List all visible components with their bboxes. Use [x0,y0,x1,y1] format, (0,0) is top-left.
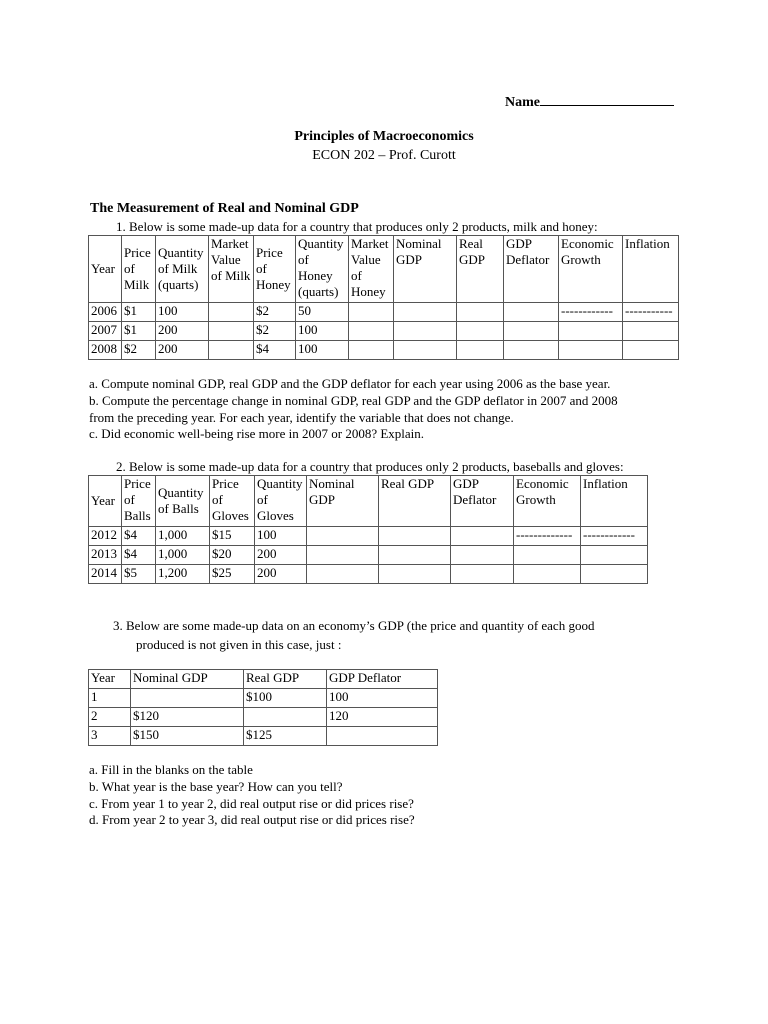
table-cell: 1,000 [156,546,210,565]
answer-cell[interactable] [394,341,457,360]
table-cell: $4 [254,341,296,360]
answer-cell[interactable] [307,565,379,584]
table-cell: ------------ [581,527,648,546]
table-cell: $2 [254,322,296,341]
q2-header-cell: Economic Growth [514,476,581,527]
answer-cell[interactable] [504,303,559,322]
table-cell: 2012 [89,527,122,546]
name-blank-line[interactable] [540,93,674,106]
answer-cell[interactable] [559,322,623,341]
table-cell: 1 [89,689,131,708]
table-cell: ------------- [514,527,581,546]
answer-cell[interactable] [394,322,457,341]
q1-table [88,235,679,360]
q1-header-cell: Year [89,236,122,303]
q3-question-b: b. What year is the base year? How can you tell? [89,779,343,794]
q1-header-cell: Market Value of Honey [349,236,394,303]
q2-header-cell: Year [89,476,122,527]
q2-header-cell: Nominal GDP [307,476,379,527]
table-cell: 3 [89,727,131,746]
table-cell: 1,200 [156,565,210,584]
answer-cell[interactable] [379,565,451,584]
q1-header-cell: Quantity of Honey (quarts) [296,236,349,303]
table-cell: 120 [327,708,438,727]
q1-header-cell: Market Value of Milk [209,236,254,303]
answer-cell[interactable] [349,341,394,360]
q1-question-b: b. Compute the percentage change in nominal GDP, real GDP and the GDP deflator in 2007 and 2008 [89,393,618,408]
answer-cell[interactable] [504,341,559,360]
q3-header-row [89,670,438,689]
q1-header-row [89,236,679,303]
q1-header-cell: GDP Deflator [504,236,559,303]
table-row [89,689,438,708]
q1-question-a: a. Compute nominal GDP, real GDP and the GDP deflator for each year using 2006 as the base year. [89,376,611,391]
answer-cell[interactable] [581,546,648,565]
answer-cell[interactable] [349,303,394,322]
q3-header-cell: Nominal GDP [131,670,244,689]
answer-cell[interactable] [394,303,457,322]
name-field[interactable] [505,93,674,111]
answer-cell[interactable] [559,341,623,360]
table-cell: 200 [156,322,209,341]
table-cell: $4 [122,546,156,565]
q2-header-cell: Price of Balls [122,476,156,527]
table-cell: ----------- [623,303,679,322]
q2-table [88,475,648,584]
answer-cell[interactable] [379,527,451,546]
page-title: Principles of Macroeconomics [294,129,474,144]
q2-header-cell: Inflation [581,476,648,527]
q3-table [88,669,438,746]
table-cell: $1 [122,303,156,322]
table-row [89,727,438,746]
table-row [89,322,679,341]
table-cell: 2 [89,708,131,727]
table-cell: $2 [254,303,296,322]
section-title: The Measurement of Real and Nominal GDP [90,201,359,216]
q2-header-cell: Quantity of Balls [156,476,210,527]
table-cell: 200 [156,341,209,360]
q2-header-cell: GDP Deflator [451,476,514,527]
q3-header-cell: Year [89,670,131,689]
answer-cell[interactable] [327,727,438,746]
q3-intro: 3. Below are some made-up data on an economy’s GDP (the price and quantity of each good [113,618,595,633]
table-row [89,527,648,546]
table-cell: $15 [210,527,255,546]
answer-cell[interactable] [349,322,394,341]
table-cell: 2006 [89,303,122,322]
q2-header-cell: Price of Gloves [210,476,255,527]
answer-cell[interactable] [623,322,679,341]
q2-header-row [89,476,648,527]
answer-cell[interactable] [307,546,379,565]
table-cell: ------------ [559,303,623,322]
answer-cell[interactable] [451,565,514,584]
answer-cell[interactable] [451,546,514,565]
table-cell: $20 [210,546,255,565]
answer-cell[interactable] [209,303,254,322]
table-cell: $125 [244,727,327,746]
course-subtitle: ECON 202 – Prof. Curott [312,148,456,163]
table-cell: 100 [296,341,349,360]
answer-cell[interactable] [451,527,514,546]
table-row [89,303,679,322]
q1-question-c: c. Did economic well-being rise more in 2007 or 2008? Explain. [89,426,425,441]
table-cell: 200 [255,565,307,584]
table-cell: 1,000 [156,527,210,546]
table-cell: $1 [122,322,156,341]
table-cell: 2013 [89,546,122,565]
answer-cell[interactable] [131,689,244,708]
q1-intro: 1. Below is some made-up data for a country that produces only 2 products, milk and honey: [116,219,598,234]
q3-question-d: d. From year 2 to year 3, did real output rise or did prices rise? [89,812,415,827]
answer-cell[interactable] [379,546,451,565]
answer-cell[interactable] [209,322,254,341]
table-cell: $120 [131,708,244,727]
answer-cell[interactable] [307,527,379,546]
q2-header-cell: Real GDP [379,476,451,527]
q3-intro-cont: produced is not given in this case, just : [136,637,342,652]
q1-header-cell: Real GDP [457,236,504,303]
table-cell: $4 [122,527,156,546]
q1-header-cell: Economic Growth [559,236,623,303]
q3-question-a: a. Fill in the blanks on the table [89,762,253,777]
table-cell: 2007 [89,322,122,341]
answer-cell[interactable] [457,341,504,360]
table-cell: 2008 [89,341,122,360]
q1-header-cell: Quantity of Milk (quarts) [156,236,209,303]
q1-question-b-cont: from the preceding year. For each year, identify the variable that does not change. [89,410,514,425]
q3-question-c: c. From year 1 to year 2, did real output rise or did prices rise? [89,796,414,811]
q2-intro: 2. Below is some made-up data for a country that produces only 2 products, baseballs and gloves: [116,459,624,474]
q3-header-cell: Real GDP [244,670,327,689]
table-cell: 100 [327,689,438,708]
answer-cell[interactable] [623,341,679,360]
answer-cell[interactable] [457,303,504,322]
q1-header-cell: Price of Honey [254,236,296,303]
table-cell: 100 [255,527,307,546]
table-cell: $5 [122,565,156,584]
table-cell: $25 [210,565,255,584]
answer-cell[interactable] [581,565,648,584]
table-cell: 100 [156,303,209,322]
q1-header-cell: Inflation [623,236,679,303]
table-row [89,546,648,565]
table-cell: 200 [255,546,307,565]
table-cell: $2 [122,341,156,360]
table-cell: $100 [244,689,327,708]
table-row [89,341,679,360]
answer-cell[interactable] [244,708,327,727]
answer-cell[interactable] [514,546,581,565]
table-row [89,708,438,727]
answer-cell[interactable] [457,322,504,341]
answer-cell[interactable] [209,341,254,360]
q3-header-cell: GDP Deflator [327,670,438,689]
answer-cell[interactable] [514,565,581,584]
q1-header-cell: Nominal GDP [394,236,457,303]
q1-header-cell: Price of Milk [122,236,156,303]
table-cell: 2014 [89,565,122,584]
answer-cell[interactable] [504,322,559,341]
table-row [89,565,648,584]
table-cell: $150 [131,727,244,746]
q2-header-cell: Quantity of Gloves [255,476,307,527]
table-cell: 100 [296,322,349,341]
name-label: Name [505,95,540,110]
table-cell: 50 [296,303,349,322]
